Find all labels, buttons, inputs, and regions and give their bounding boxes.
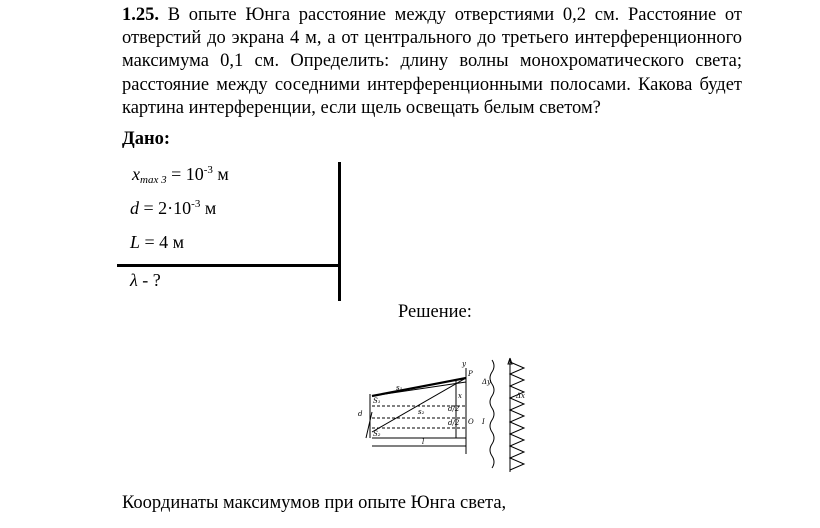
problem-statement: В опыте Юнга расстояние между отверстиями 0,2 см. Расстояние от отверстий до экрана 4 м, а от центрального до третьего интерференционного максимума 0,1 см. Определить: длину волны монохроматического света; расстояние между соседними интерференционными полосами. Какова будет картина интерференции, если щель освещать белым светом? xyxy=(122,5,742,118)
given-L xyxy=(130,232,184,253)
wave-line xyxy=(490,360,494,468)
xmax-exp: -3 xyxy=(203,164,213,176)
problem-text xyxy=(122,4,742,120)
d-symbol: d xyxy=(130,198,139,218)
L-eq: = 4 м xyxy=(140,232,185,252)
young-experiment-diagram xyxy=(352,354,532,476)
lambda-symbol: λ xyxy=(130,270,138,290)
find-text: - ? xyxy=(137,270,161,290)
ray-aux xyxy=(372,382,466,396)
given-title: Дано: xyxy=(122,129,171,149)
d-eq: = 2·10 xyxy=(139,198,192,218)
fringe-pattern xyxy=(510,362,524,470)
given-horizontal-divider xyxy=(117,264,341,267)
d-unit: м xyxy=(200,198,217,218)
xmax-eq: = 10 xyxy=(166,164,204,184)
label-y-axis: y xyxy=(462,360,466,368)
label-d-half-1: d/2 xyxy=(448,405,460,413)
label-dx: Δx xyxy=(516,392,526,400)
label-d-half-2: d/2 xyxy=(448,419,460,427)
given-xmax xyxy=(132,164,229,185)
label-dy: Δy xyxy=(482,378,492,386)
label-intensity: I xyxy=(482,418,485,426)
given-vertical-divider xyxy=(338,162,341,301)
ray-s1 xyxy=(372,378,466,396)
label-d: d xyxy=(358,410,363,418)
L-symbol: L xyxy=(130,232,141,252)
given-find xyxy=(130,270,161,291)
xmax-unit: м xyxy=(212,164,229,184)
label-S1: S₁ xyxy=(373,397,381,405)
label-o: O xyxy=(468,418,474,426)
label-x: x xyxy=(458,392,462,400)
label-l: l xyxy=(422,438,425,446)
xmax-symbol: x xyxy=(132,164,140,184)
d-exp: -3 xyxy=(191,198,201,210)
slit-source-line xyxy=(366,412,372,438)
label-s2: s₂ xyxy=(418,408,425,416)
problem-number: 1.25. xyxy=(122,5,159,25)
label-S2: S₂ xyxy=(373,430,381,438)
label-s1: s₁ xyxy=(396,384,403,392)
label-p: P xyxy=(468,370,473,378)
given-d xyxy=(130,198,216,219)
xmax-subscript: max 3 xyxy=(140,174,167,186)
solution-title: Решение: xyxy=(398,302,472,322)
footer-text: Координаты максимумов при опыте Юнга света, xyxy=(122,493,507,513)
